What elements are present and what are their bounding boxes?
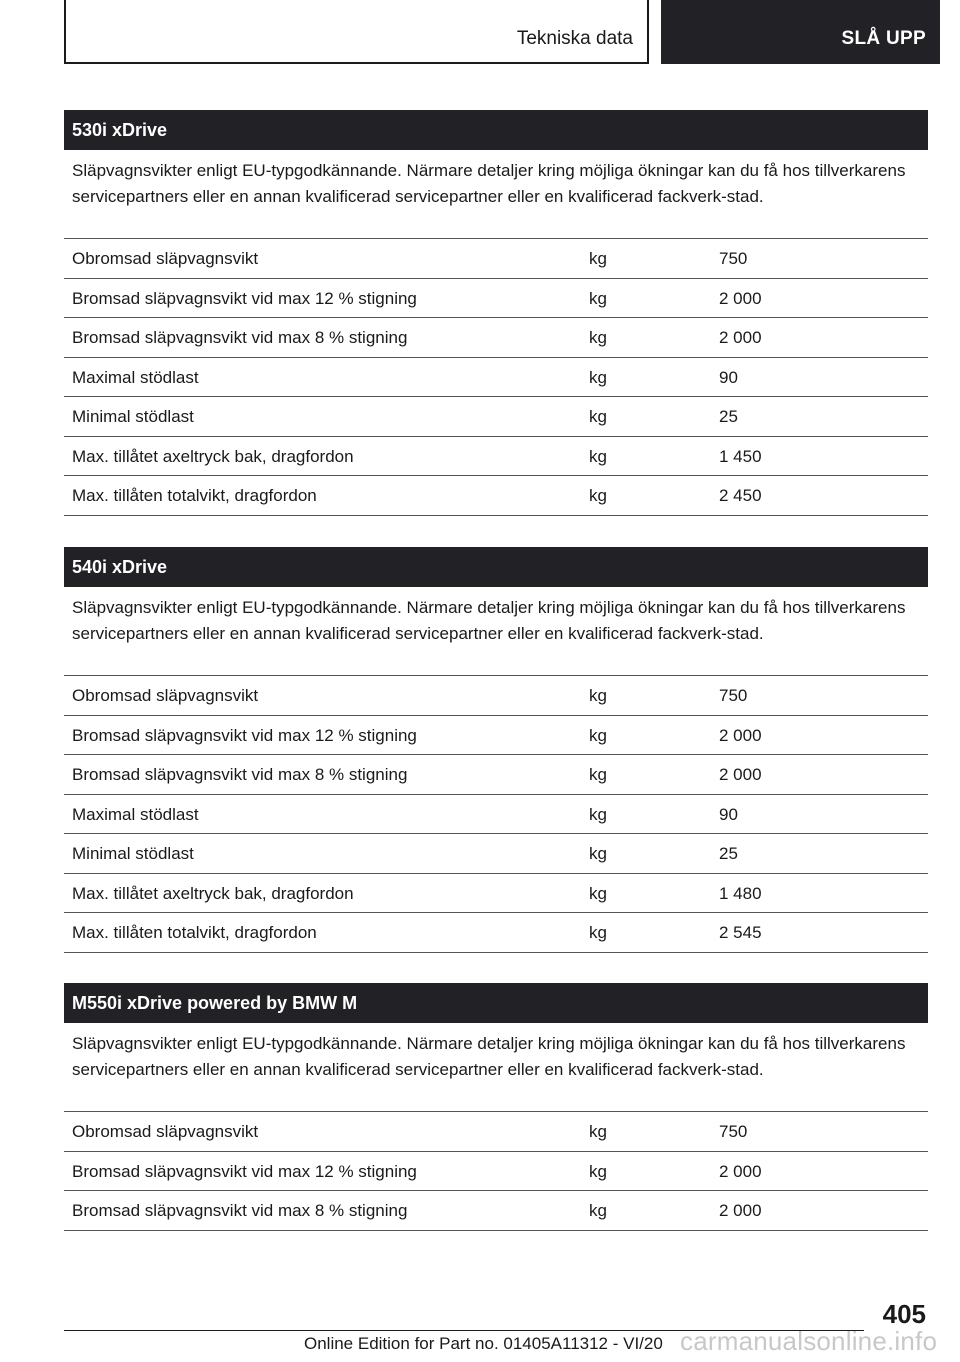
row-value: 750 (719, 1122, 748, 1141)
section-title: 540i xDrive (64, 547, 928, 587)
table-row (64, 834, 928, 874)
row-value: 2 545 (719, 923, 762, 942)
table-row (64, 279, 928, 319)
row-label: Bromsad släpvagnsvikt vid max 8 % stigning (72, 328, 408, 347)
row-unit: kg (589, 1201, 607, 1220)
table-row (64, 318, 928, 358)
row-unit: kg (589, 765, 607, 784)
header-section-tab (64, 0, 649, 64)
header-chapter-label[interactable]: SLÅ UPP (841, 28, 926, 49)
row-value: 2 000 (719, 725, 762, 745)
row-unit: kg (589, 725, 607, 745)
row-unit: kg (589, 288, 607, 308)
row-value: 2 000 (719, 1161, 762, 1181)
row-unit: kg (589, 367, 607, 387)
header-chapter-tab[interactable] (661, 0, 940, 64)
table-row (64, 476, 928, 516)
row-value: 90 (719, 367, 738, 387)
header-section-label: Tekniska data (516, 28, 633, 49)
row-value: 2 450 (719, 486, 762, 505)
table-row (64, 358, 928, 398)
spec-section-m550i (64, 983, 928, 1231)
row-value: 2 000 (719, 288, 762, 308)
table-row (64, 437, 928, 477)
row-label: Maximal stödlast (72, 367, 199, 387)
row-label: Maximal stödlast (72, 804, 199, 824)
row-label: Minimal stödlast (72, 844, 194, 863)
row-value: 2 000 (719, 765, 762, 784)
section-title: M550i xDrive powered by BMW M (64, 983, 928, 1023)
row-label: Minimal stödlast (72, 407, 194, 426)
table-row (64, 1191, 928, 1231)
row-unit: kg (589, 923, 607, 942)
row-label: Bromsad släpvagnsvikt vid max 12 % stigning (72, 1161, 417, 1181)
spec-section-540i (64, 547, 928, 953)
table-row (64, 716, 928, 756)
section-description: Släpvagnsvikter enligt EU-typgodkännande. Närmare detaljer kring möjliga ökningar kan du få hos tillverkarens servicepartners eller en annan kvalificerad servicepartner eller en kvalificerad fackverk-stad. (64, 1023, 928, 1112)
section-title: 530i xDrive (64, 110, 928, 150)
page-number: 405 (882, 1299, 926, 1329)
row-unit: kg (589, 249, 607, 268)
row-unit: kg (589, 804, 607, 824)
row-value: 25 (719, 407, 738, 426)
row-label: Bromsad släpvagnsvikt vid max 8 % stigning (72, 765, 408, 784)
row-label: Max. tillåten totalvikt, dragfordon (72, 486, 317, 505)
section-description: Släpvagnsvikter enligt EU-typgodkännande. Närmare detaljer kring möjliga ökningar kan du få hos tillverkarens servicepartners eller en annan kvalificerad servicepartner eller en kvalificerad fackverk-stad. (64, 150, 928, 239)
row-value: 90 (719, 804, 738, 824)
row-value: 2 000 (719, 1201, 762, 1220)
watermark: carmanualsonline.info (680, 1326, 938, 1356)
row-unit: kg (589, 407, 607, 426)
table-row (64, 795, 928, 835)
row-label: Max. tillåtet axeltryck bak, dragfordon (72, 446, 354, 466)
row-value: 1 480 (719, 883, 762, 903)
row-unit: kg (589, 328, 607, 347)
row-unit: kg (589, 446, 607, 466)
row-label: Obromsad släpvagnsvikt (72, 686, 259, 705)
row-value: 1 450 (719, 446, 762, 466)
row-label: Obromsad släpvagnsvikt (72, 1122, 259, 1141)
spec-section-530i (64, 110, 928, 516)
row-label: Bromsad släpvagnsvikt vid max 12 % stigning (72, 288, 417, 308)
row-value: 750 (719, 249, 748, 268)
row-value: 25 (719, 844, 738, 863)
table-row (64, 1112, 928, 1152)
row-unit: kg (589, 883, 607, 903)
row-unit: kg (589, 486, 607, 505)
row-value: 2 000 (719, 328, 762, 347)
table-row (64, 239, 928, 279)
table-row (64, 676, 928, 716)
row-label: Obromsad släpvagnsvikt (72, 249, 259, 268)
table-row (64, 913, 928, 953)
row-unit: kg (589, 844, 607, 863)
row-label: Bromsad släpvagnsvikt vid max 8 % stigning (72, 1201, 408, 1220)
section-description: Släpvagnsvikter enligt EU-typgodkännande. Närmare detaljer kring möjliga ökningar kan du få hos tillverkarens servicepartners eller en annan kvalificerad servicepartner eller en kvalificerad fackverk-stad. (64, 587, 928, 676)
table-row (64, 874, 928, 914)
row-unit: kg (589, 1122, 607, 1141)
row-label: Bromsad släpvagnsvikt vid max 12 % stigning (72, 725, 417, 745)
edition-text: Online Edition for Part no. 01405A11312 - VI/20 (304, 1334, 663, 1353)
row-unit: kg (589, 1161, 607, 1181)
table-row (64, 1152, 928, 1192)
table-row (64, 397, 928, 437)
row-label: Max. tillåten totalvikt, dragfordon (72, 923, 317, 942)
row-unit: kg (589, 686, 607, 705)
table-row (64, 755, 928, 795)
row-label: Max. tillåtet axeltryck bak, dragfordon (72, 883, 354, 903)
row-value: 750 (719, 686, 748, 705)
